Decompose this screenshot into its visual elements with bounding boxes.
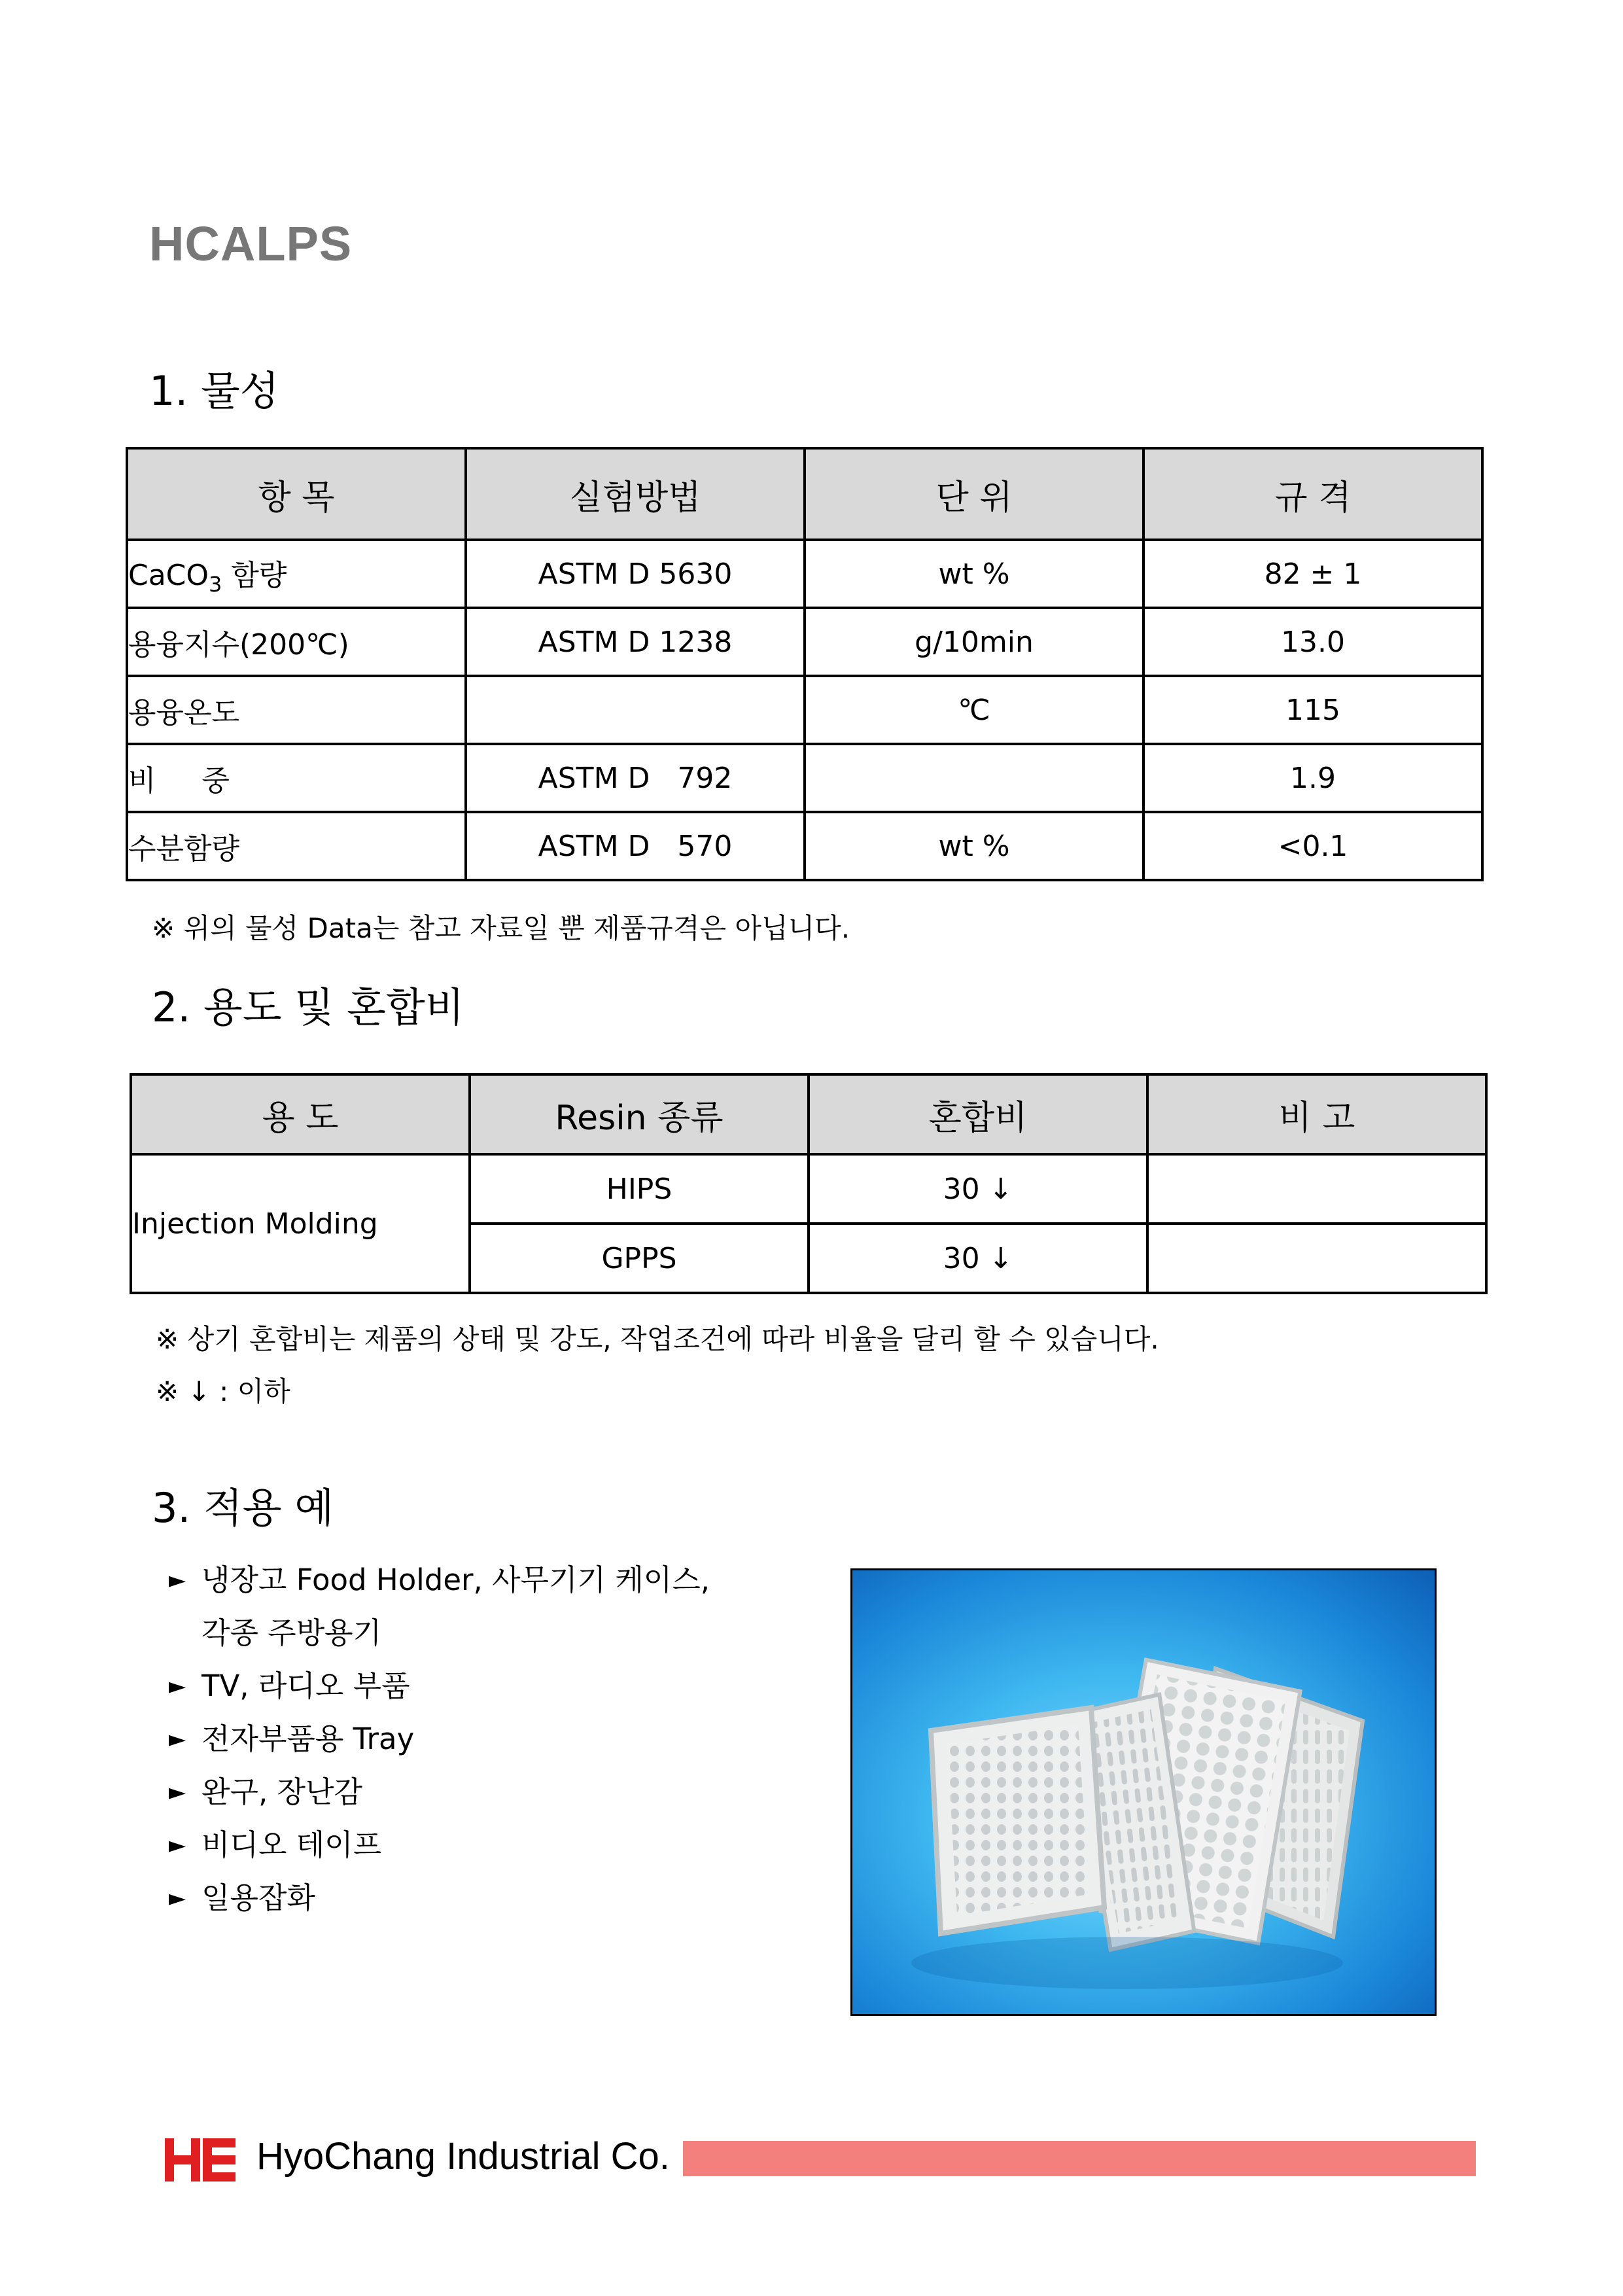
bullet-arrow-icon: ► xyxy=(169,1885,186,1911)
cell-unit: ℃ xyxy=(805,676,1143,744)
header-ratio: 혼합비 xyxy=(809,1074,1147,1154)
cell-unit: wt % xyxy=(805,812,1143,880)
properties-note: ※ 위의 물성 Data는 참고 자료일 뿐 제품규격은 아닙니다. xyxy=(152,912,850,944)
header-item: 항 목 xyxy=(127,448,466,540)
table-row xyxy=(127,744,1482,812)
cell-item: 용융지수(200℃) xyxy=(127,608,466,676)
cell-method xyxy=(466,676,805,744)
cell-method: ASTM D 792 xyxy=(466,744,805,812)
bullet-arrow-icon: ► xyxy=(169,1779,186,1805)
list-item: ► 전자부품용 Tray xyxy=(169,1720,710,1773)
table-header-row xyxy=(127,448,1482,540)
bullet-arrow-icon: ► xyxy=(169,1832,186,1858)
header-resin: Resin 종류 xyxy=(470,1074,809,1154)
mix-ratio-note: ※ 상기 혼합비는 제품의 상태 및 강도, 작업조건에 따라 비율을 달리 할 수 있습니다. xyxy=(156,1323,1159,1355)
bullet-arrow-icon: ► xyxy=(169,1567,186,1593)
cell-application: Injection Molding xyxy=(131,1154,470,1293)
properties-table xyxy=(126,447,1484,881)
company-name: HyoChang Industrial Co. xyxy=(256,2135,670,2178)
section-1-heading: 1. 물성 xyxy=(149,367,279,415)
table-row xyxy=(127,540,1482,608)
cell-spec: 1.9 xyxy=(1143,744,1482,812)
bullet-arrow-icon: ► xyxy=(169,1726,186,1752)
header-spec: 규 격 xyxy=(1143,448,1482,540)
table-row xyxy=(127,812,1482,880)
cell-spec: 82 ± 1 xyxy=(1143,540,1482,608)
list-item: ► 냉장고 Food Holder, 사무기기 케이스, xyxy=(169,1561,710,1614)
cell-remark xyxy=(1147,1154,1486,1224)
cell-resin: GPPS xyxy=(470,1224,809,1293)
cell-remark xyxy=(1147,1224,1486,1293)
cell-spec: 115 xyxy=(1143,676,1482,744)
cell-item: 수분함량 xyxy=(127,812,466,880)
table-row xyxy=(131,1154,1486,1224)
section-3-heading: 3. 적용 예 xyxy=(152,1484,334,1532)
cell-spec: <0.1 xyxy=(1143,812,1482,880)
list-item: ► 비디오 테이프 xyxy=(169,1826,710,1879)
cell-item: 용융온도 xyxy=(127,676,466,744)
table-row xyxy=(127,676,1482,744)
header-usage: 용 도 xyxy=(131,1074,470,1154)
header-unit: 단 위 xyxy=(805,448,1143,540)
cell-method: ASTM D 5630 xyxy=(466,540,805,608)
usage-table xyxy=(130,1073,1488,1294)
table-header-row xyxy=(131,1074,1486,1154)
document-title: HCALPS xyxy=(149,217,353,271)
footer-accent-bar xyxy=(683,2141,1476,2176)
cell-resin: HIPS xyxy=(470,1154,809,1224)
bullet-arrow-icon: ► xyxy=(169,1673,186,1699)
application-list xyxy=(169,1561,710,1932)
cell-spec: 13.0 xyxy=(1143,608,1482,676)
header-method: 실험방법 xyxy=(466,448,805,540)
plastic-trays-photo xyxy=(850,1568,1437,2016)
cell-item: 비 중 xyxy=(127,744,466,812)
header-remark: 비 고 xyxy=(1147,1074,1486,1154)
cell-method: ASTM D 570 xyxy=(466,812,805,880)
cell-unit xyxy=(805,744,1143,812)
list-item: ► TV, 라디오 부품 xyxy=(169,1667,710,1720)
arrow-legend-note: ※ ↓ : 이하 xyxy=(156,1375,290,1407)
section-2-heading: 2. 용도 및 혼합비 xyxy=(152,983,464,1031)
hc-logo-icon xyxy=(165,2138,236,2181)
list-item: ► 완구, 장난감 xyxy=(169,1773,710,1826)
cell-method: ASTM D 1238 xyxy=(466,608,805,676)
table-row xyxy=(127,608,1482,676)
list-item: ► 일용잡화 xyxy=(169,1879,710,1932)
cell-unit: g/10min xyxy=(805,608,1143,676)
cell-item: CaCO$_3$ 함량 xyxy=(127,540,466,608)
cell-unit: wt % xyxy=(805,540,1143,608)
cell-ratio: 30 ↓ xyxy=(809,1154,1147,1224)
cell-ratio: 30 ↓ xyxy=(809,1224,1147,1293)
list-item-continuation: 각종 주방용기 xyxy=(201,1616,382,1650)
